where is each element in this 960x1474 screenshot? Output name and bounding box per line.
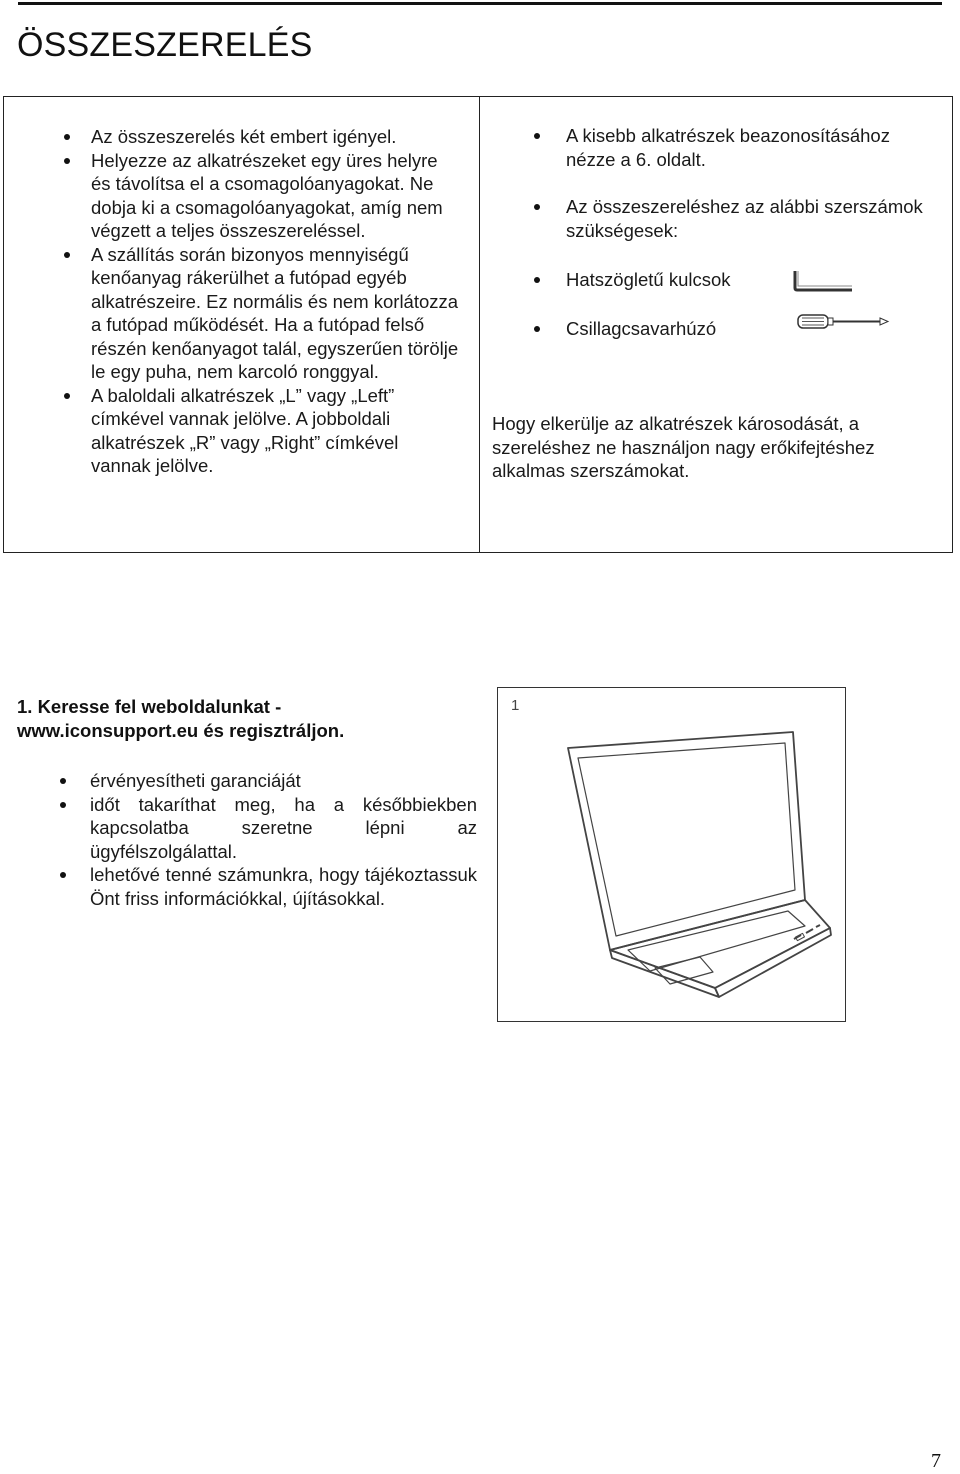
list-item: A szállítás során bizonyos mennyiségű kenőanyag rákerülhet a futópad egyéb alkatrészeire. Ez normális és nem korlátozza a futópad működését. Ha a futópad felső részén kenőanyagot talál, egyszerűen törölje le egy puha, nem karcoló ronggyal. bbox=[91, 243, 459, 382]
assembly-info-box bbox=[3, 96, 953, 553]
list-item: A baloldali alkatrészek „L” vagy „Left” címkével vannak jelölve. A jobboldali alkatrészek „R” vagy „Right” címkével vannak jelölve. bbox=[91, 384, 459, 478]
step-1-figure bbox=[497, 687, 846, 1022]
page-number: 7 bbox=[931, 1450, 941, 1472]
damage-warning-note: Hogy elkerülje az alkatrészek károsodását, a szereléshez ne használjon nagy erőkifejtéshez alkalmas szerszámokat. bbox=[492, 413, 875, 481]
info-left-list bbox=[91, 125, 459, 478]
list-item: lehetővé tenné számunkra, hogy tájékoztassuk Önt friss információkkal, újításokkal. bbox=[90, 864, 477, 909]
hex-key-icon bbox=[792, 269, 854, 293]
tool-item-screwdriver: Csillagcsavarhúzó bbox=[566, 317, 938, 341]
list-item: érvényesítheti garanciáját bbox=[90, 769, 477, 793]
list-item: időt takaríthat meg, ha a későbbiekben kapcsolatba szeretne lépni az ügyfélszolgálattal. bbox=[90, 793, 477, 862]
top-rule bbox=[18, 2, 942, 5]
page-title: ÖSSZESZERELÉS bbox=[17, 26, 313, 64]
step-1-benefits-list bbox=[90, 769, 477, 910]
column-divider bbox=[479, 97, 480, 552]
tool-item-hex-key: Hatszögletű kulcsok bbox=[566, 268, 938, 292]
list-item: Az összeszereléshez az alábbi szerszámok szükségesek: bbox=[566, 195, 938, 242]
list-item: A kisebb alkatrészek beazonosításához nézze a 6. oldalt. bbox=[566, 124, 938, 171]
step-1-heading: 1. Keresse fel weboldalunkat - www.iconsupport.eu és regisztráljon. bbox=[17, 696, 345, 741]
list-item: Az összeszerelés két embert igényel. bbox=[91, 125, 459, 149]
figure-label: 1 bbox=[511, 697, 520, 714]
list-item: Helyezze az alkatrészeket egy üres helyre és távolítsa el a csomagolóanyagokat. Ne dobja ki a csomagolóanyagokat, amíg nem végzett a teljes összeszereléssel. bbox=[91, 149, 459, 243]
screwdriver-icon bbox=[796, 311, 892, 333]
laptop-icon bbox=[498, 688, 845, 1021]
